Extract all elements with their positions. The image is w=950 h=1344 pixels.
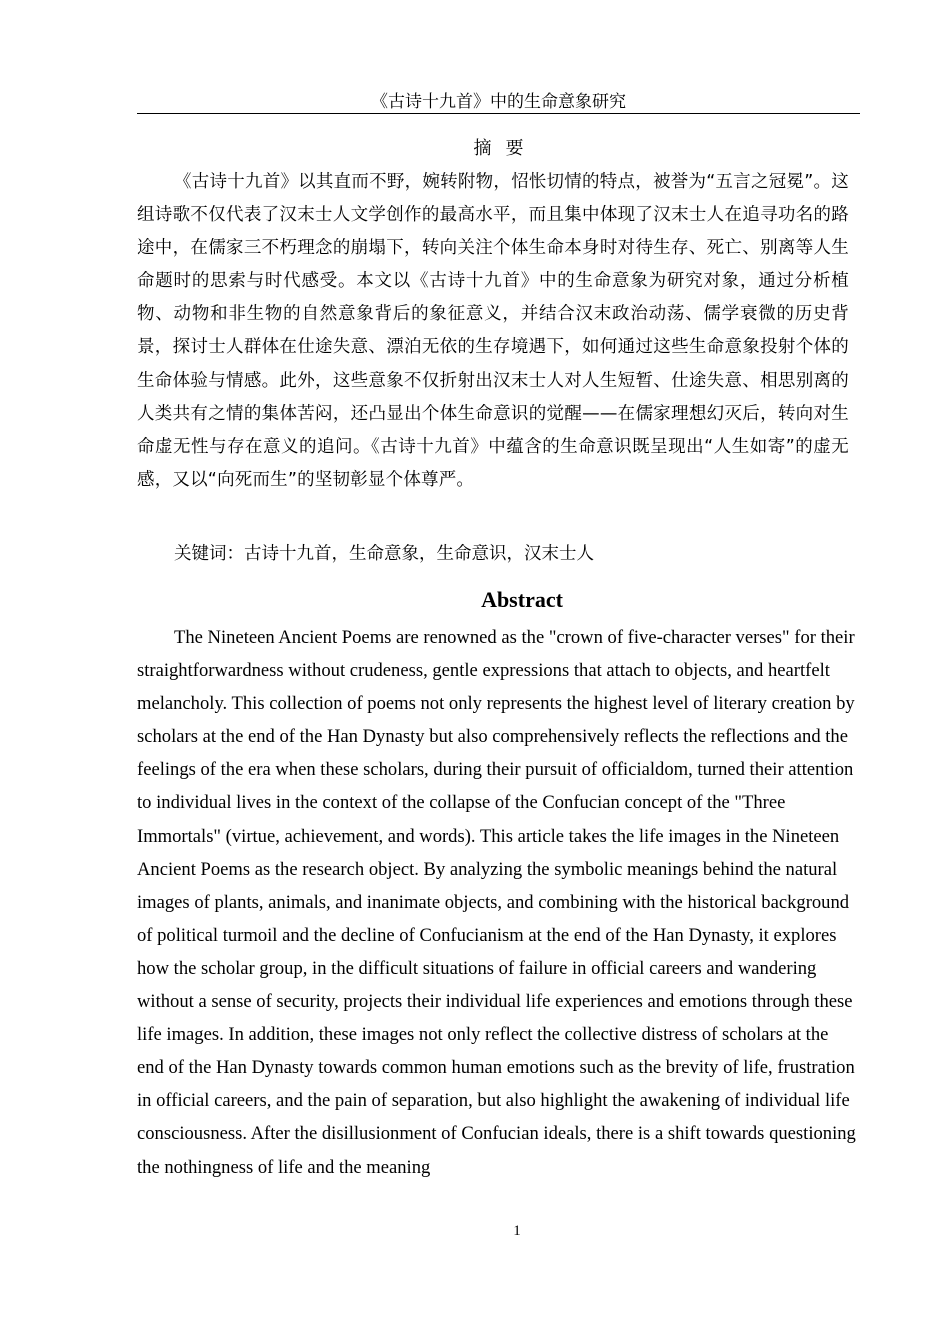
chinese-keywords: 关键词：古诗十九首，生命意象，生命意识，汉末士人 [174,544,594,564]
chinese-abstract-heading: 摘要 [473,138,538,159]
running-header-title: 《古诗十九首》中的生命意象研究 [371,92,626,112]
english-abstract-body: The Nineteen Ancient Poems are renowned as the "crown of five-character verses" for their straightforwardness without crudeness, gentle expressions that attach to objects, and heartfelt melancholy. This collection of poems not only represents the highest level of literary creation by scholars at the end of the Han Dynasty but also comprehensively reflects the reflections and the feelings of the era when these scholars, during their pursuit of officialdom, turned their attention to individual lives in the context of the collapse of the Confucian concept of the "Three Immortals" (virtue, achievement, and words). This article takes the life images in the Nineteen Ancient Poems as the research object. By analyzing the symbolic meanings behind the natural images of plants, animals, and inanimate objects, and combining with the historical background of political turmoil and the decline of Confucianism at the end of the Han Dynasty, it explores how the scholar group, in the difficult situations of failure in official careers and wandering without a sense of security, projects their individual life experiences and emotions through these life images. In addition, these images not only reflect the collective distress of scholars at the end of the Han Dynasty towards common human emotions such as the brevity of life, frustration in official careers, and the pain of separation, but also highlight the awakening of individual life consciousness. After the disillusionment of Confucian ideals, there is a shift towards questioning the nothingness of life and the meaning [137,627,856,1178]
page-number: 1 [513,1223,521,1239]
chinese-abstract-body: 《古诗十九首》以其直而不野，婉转附物，怊怅切情的特点，被誉为“五言之冠冕”。这组诗歌不仅代表了汉末士人文学创作的最高水平，而且集中体现了汉末士人在追寻功名的路途中，在儒家三不朽理念的崩塌下，转向关注个体生命本身时对待生存、死亡、别离等人生命题时的思索与时代感受。本文以《古诗十九首》中的生命意象为研究对象，通过分析植物、动物和非生物的自然意象背后的象征意义，并结合汉末政治动荡、儒学衰微的历史背景，探讨士人群体在仕途失意、漂泊无依的生存境遇下，如何通过这些生命意象投射个体的生命体验与情感。此外，这些意象不仅折射出汉末士人对人生短暂、仕途失意、相思别离的人类共有之情的集体苦闷，还凸显出个体生命意识的觉醒——在儒家理想幻灭后，转向对生命虚无性与存在意义的追问。《古诗十九首》中蕴含的生命意识既呈现出“人生如寄”的虚无感，又以“向死而生”的坚韧彰显个体尊严。 [137,172,849,490]
english-abstract-heading: Abstract [481,587,563,612]
header-divider [137,113,860,114]
